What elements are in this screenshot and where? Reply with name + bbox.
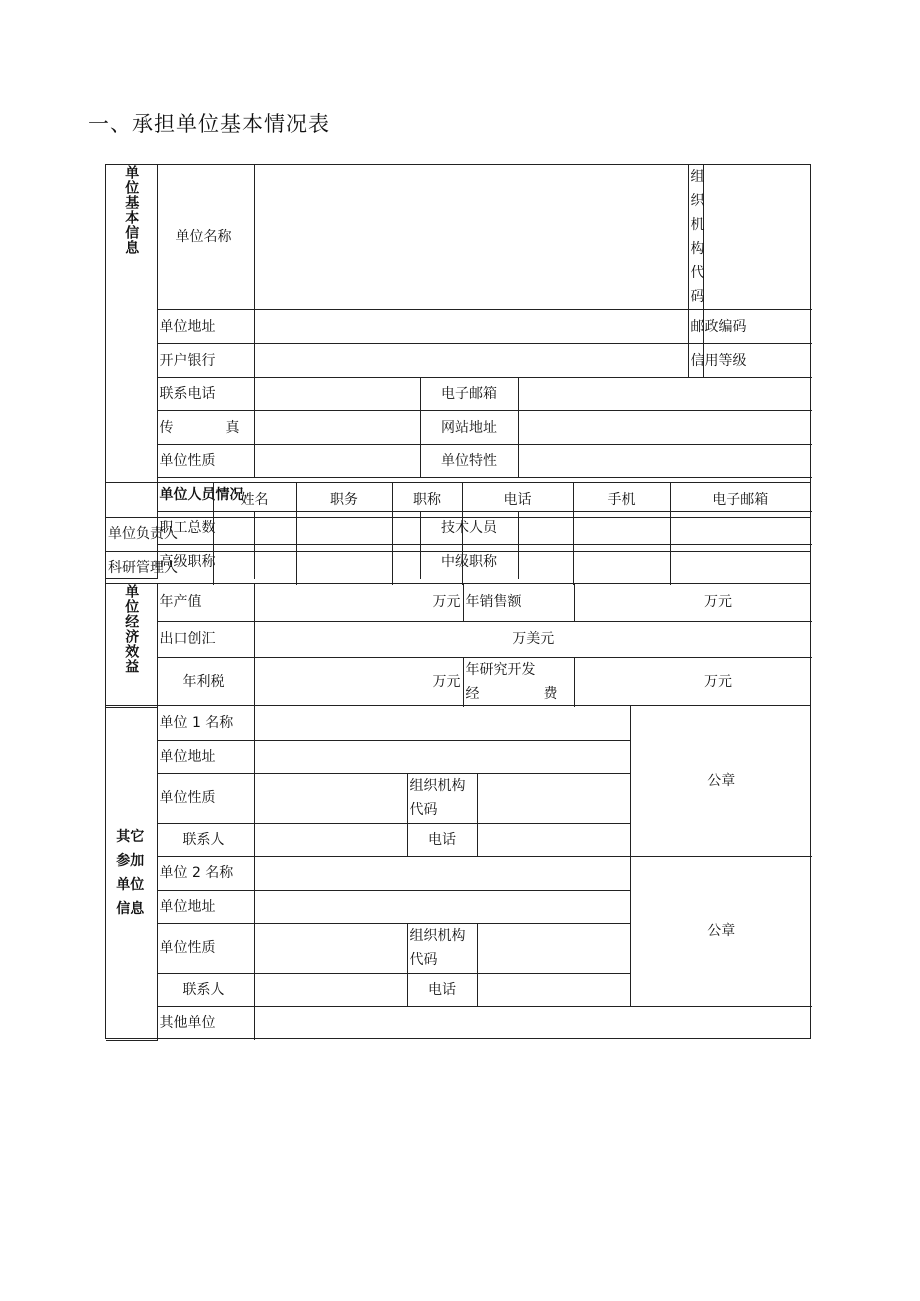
basic-info-side-label: 单位基本信息 bbox=[106, 165, 157, 579]
label-unit-name: 单位名称 bbox=[157, 165, 254, 310]
label-unit1-phone: 电话 bbox=[407, 823, 477, 856]
label-senior-title: 高级职称 bbox=[157, 545, 254, 579]
field-unit2-phone[interactable] bbox=[477, 973, 630, 1006]
label-unit1-org-code bbox=[407, 773, 477, 823]
staff-heading: 单位人员情况 bbox=[157, 478, 812, 512]
field-research-manager-phone[interactable] bbox=[462, 551, 573, 585]
label-rd-char2: 费 bbox=[543, 686, 558, 703]
other-units-side-cell bbox=[106, 706, 157, 1040]
label-annual-output: 年产值 bbox=[157, 584, 254, 621]
label-export: 出口创汇 bbox=[157, 621, 254, 657]
field-unit2-contact[interactable] bbox=[254, 973, 407, 1006]
row-label-research-manager: 科研管理人 bbox=[106, 551, 213, 585]
label-bank: 开户银行 bbox=[157, 344, 254, 378]
unit-wan-output: 万元 bbox=[432, 594, 461, 611]
label-unit2-contact: 联系人 bbox=[157, 973, 254, 1006]
label-org-code bbox=[688, 165, 703, 310]
field-unit-feature[interactable] bbox=[518, 445, 812, 478]
field-unit-name[interactable] bbox=[254, 165, 688, 310]
field-export[interactable] bbox=[254, 621, 812, 657]
unit2-seal: 公章 bbox=[630, 856, 812, 1006]
label-middle-title: 中级职称 bbox=[420, 545, 518, 579]
field-unit-head-title[interactable] bbox=[392, 517, 462, 551]
field-research-manager-name[interactable] bbox=[213, 551, 296, 585]
field-unit2-nature[interactable] bbox=[254, 923, 407, 973]
label-email: 电子邮箱 bbox=[420, 378, 518, 411]
other-units-side-label: 其它参加单位信息 bbox=[116, 828, 145, 917]
label-unit1-org-code-line2: 代码 bbox=[409, 802, 438, 818]
page-title: 一、承担单位基本情况表 bbox=[88, 112, 330, 136]
label-rd-line1: 年研究开发 bbox=[465, 662, 536, 679]
field-unit2-address[interactable] bbox=[254, 890, 630, 923]
label-unit2-org-code-line2: 代码 bbox=[409, 952, 438, 968]
label-unit1-contact: 联系人 bbox=[157, 823, 254, 856]
field-research-manager-title[interactable] bbox=[392, 551, 462, 585]
label-unit1-nature: 单位性质 bbox=[157, 773, 254, 823]
unit-wan-rd: 万元 bbox=[704, 674, 732, 691]
field-unit-head-position[interactable] bbox=[296, 517, 392, 551]
label-unit2-phone: 电话 bbox=[407, 973, 477, 1006]
field-research-manager-email[interactable] bbox=[670, 551, 810, 585]
field-rd-expense[interactable] bbox=[574, 657, 812, 707]
unit-usd: 万美元 bbox=[512, 631, 555, 647]
row-label-unit-head: 单位负责人 bbox=[106, 517, 213, 551]
field-other-units[interactable] bbox=[254, 1006, 812, 1040]
unit1-seal: 公章 bbox=[630, 706, 812, 856]
label-fax bbox=[157, 411, 254, 445]
label-unit1-org-code-line1: 组织机构 bbox=[409, 778, 466, 794]
field-unit2-name[interactable] bbox=[254, 856, 630, 890]
field-research-manager-position[interactable] bbox=[296, 551, 392, 585]
field-annual-tax[interactable] bbox=[254, 657, 463, 707]
unit-wan-sales: 万元 bbox=[704, 594, 732, 611]
label-unit2-org-code-line1: 组织机构 bbox=[409, 928, 466, 944]
label-unit2-name: 单位 2 名称 bbox=[157, 856, 254, 890]
label-rd-expense bbox=[463, 657, 574, 707]
field-unit-head-phone[interactable] bbox=[462, 517, 573, 551]
field-phone[interactable] bbox=[254, 378, 420, 411]
label-unit2-nature: 单位性质 bbox=[157, 923, 254, 973]
label-fax-char1: 传 bbox=[159, 419, 174, 436]
header-email: 电子邮箱 bbox=[670, 483, 810, 517]
header-name: 姓名 bbox=[213, 483, 296, 517]
field-unit1-phone[interactable] bbox=[477, 823, 630, 856]
label-org-code-line2: 代码 bbox=[690, 265, 705, 305]
label-unit-feature: 单位特性 bbox=[420, 445, 518, 478]
label-total-staff: 职工总数 bbox=[157, 512, 254, 545]
field-unit-head-email[interactable] bbox=[670, 517, 810, 551]
label-credit-level: 信用等级 bbox=[688, 344, 703, 378]
label-annual-sales: 年销售额 bbox=[463, 584, 574, 621]
label-unit1-address: 单位地址 bbox=[157, 740, 254, 773]
field-unit1-nature[interactable] bbox=[254, 773, 407, 823]
label-rd-char1: 经 bbox=[465, 686, 480, 703]
label-unit2-address: 单位地址 bbox=[157, 890, 254, 923]
economy-table bbox=[105, 583, 811, 706]
label-other-units: 其他单位 bbox=[157, 1006, 254, 1040]
label-unit-address: 单位地址 bbox=[157, 310, 254, 344]
label-annual-tax: 年利税 bbox=[157, 657, 254, 707]
label-postal-code: 邮政编码 bbox=[688, 310, 703, 344]
field-unit2-org-code[interactable] bbox=[477, 923, 630, 973]
label-website: 网站地址 bbox=[420, 411, 518, 445]
label-unit1-name: 单位 1 名称 bbox=[157, 706, 254, 740]
label-fax-char2: 真 bbox=[225, 419, 240, 436]
field-unit1-address[interactable] bbox=[254, 740, 630, 773]
field-unit-head-mobile[interactable] bbox=[573, 517, 670, 551]
field-fax[interactable] bbox=[254, 411, 420, 445]
label-tech-staff: 技术人员 bbox=[420, 512, 518, 545]
label-unit2-org-code bbox=[407, 923, 477, 973]
label-unit-nature: 单位性质 bbox=[157, 445, 254, 478]
header-position: 职务 bbox=[296, 483, 392, 517]
field-unit-head-name[interactable] bbox=[213, 517, 296, 551]
header-mobile: 手机 bbox=[573, 483, 670, 517]
header-title: 职称 bbox=[392, 483, 462, 517]
field-unit-nature[interactable] bbox=[254, 445, 420, 478]
header-phone: 电话 bbox=[462, 483, 573, 517]
contacts-table bbox=[105, 482, 811, 584]
field-unit1-name[interactable] bbox=[254, 706, 630, 740]
field-annual-sales[interactable] bbox=[574, 584, 812, 621]
label-org-code-line1: 组织机构 bbox=[690, 169, 705, 257]
field-research-manager-mobile[interactable] bbox=[573, 551, 670, 585]
field-org-code[interactable] bbox=[703, 165, 812, 310]
label-phone: 联系电话 bbox=[157, 378, 254, 411]
unit-wan-tax: 万元 bbox=[432, 674, 461, 691]
field-unit1-org-code[interactable] bbox=[477, 773, 630, 823]
other-units-table bbox=[105, 705, 811, 1039]
field-unit-address[interactable] bbox=[254, 310, 688, 344]
field-annual-output[interactable] bbox=[254, 584, 463, 621]
field-unit1-contact[interactable] bbox=[254, 823, 407, 856]
economy-side-label: 单位经济效益 bbox=[106, 584, 157, 707]
contacts-header-blank bbox=[106, 483, 213, 517]
field-email[interactable] bbox=[518, 378, 812, 411]
field-bank[interactable] bbox=[254, 344, 688, 378]
field-website[interactable] bbox=[518, 411, 812, 445]
